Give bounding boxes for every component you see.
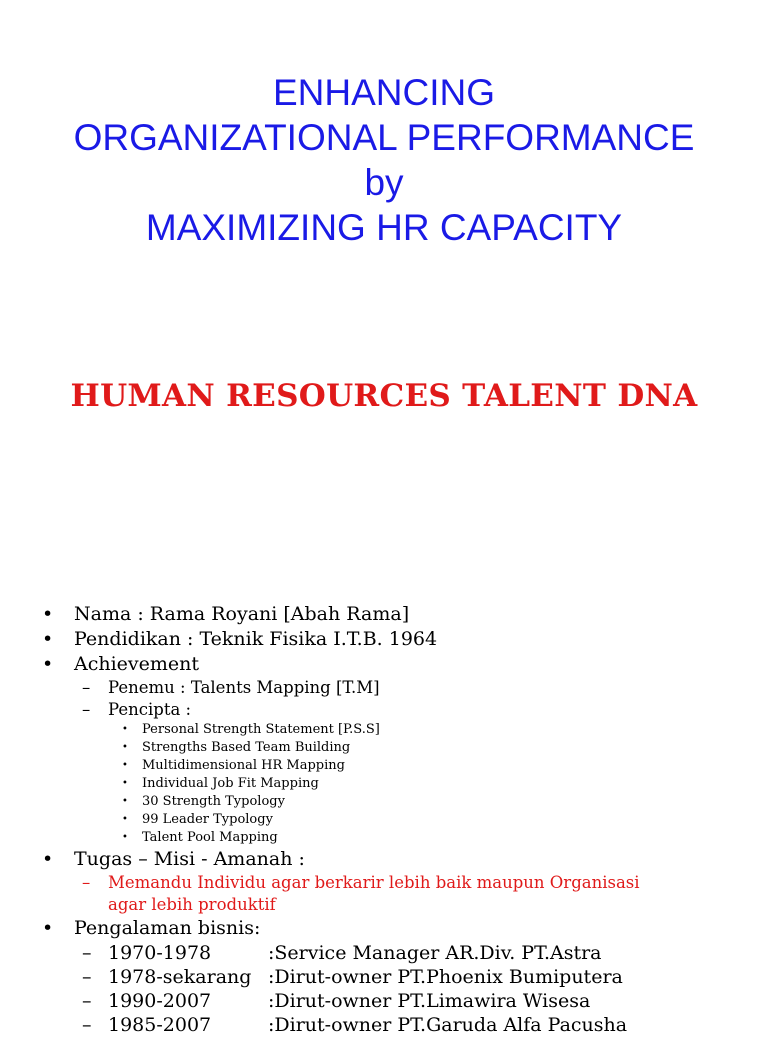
dash-icon: – (82, 942, 92, 964)
list-item-pengalaman (40, 916, 760, 941)
dash-icon: – (82, 678, 91, 697)
list-item-text: Achievement (74, 653, 200, 675)
creation-item (40, 811, 760, 829)
misi-text-line-1: Memandu Individu agar berkarir lebih baik maupun Organisasi (108, 873, 640, 892)
creation-text: 30 Strength Typology (142, 794, 285, 809)
presentation-title (0, 70, 768, 250)
creation-item (40, 775, 760, 793)
title-line-1: ENHANCING (272, 72, 496, 113)
sub-item-pencipta (40, 699, 760, 721)
experience-period: 1970-1978 (108, 942, 212, 964)
creation-text: Talent Pool Mapping (142, 830, 278, 845)
list-item-pendidikan (40, 627, 760, 652)
misi-text-line-2: agar lebih produktif (108, 895, 276, 914)
bullet-icon: • (122, 814, 128, 825)
experience-role: :Dirut-owner PT.Limawira Wisesa (268, 990, 591, 1012)
dash-icon: – (82, 990, 92, 1012)
title-line-4: MAXIMIZING HR CAPACITY (145, 207, 623, 248)
experience-role: :Dirut-owner PT.Phoenix Bumiputera (268, 966, 623, 988)
bullet-icon: • (42, 653, 54, 675)
creation-item (40, 757, 760, 775)
creation-item (40, 829, 760, 847)
creation-item (40, 793, 760, 811)
bullet-icon: • (122, 778, 128, 789)
experience-row (40, 1013, 760, 1037)
sub-item-penemu (40, 677, 760, 699)
creation-text: Personal Strength Statement [P.S.S] (142, 722, 380, 737)
list-item-achievement (40, 652, 760, 677)
sub-item-text: Penemu : Talents Mapping [T.M] (108, 678, 380, 697)
bio-list (40, 602, 760, 1037)
bullet-icon: • (42, 603, 54, 625)
experience-row (40, 941, 760, 965)
experience-row (40, 965, 760, 989)
sub-item-text: Pencipta : (108, 700, 192, 719)
experience-period: 1990-2007 (108, 990, 212, 1012)
creation-text: 99 Leader Typology (142, 812, 273, 827)
dash-icon: – (82, 1014, 92, 1036)
dash-icon: – (82, 873, 91, 892)
experience-role: :Dirut-owner PT.Garuda Alfa Pacusha (268, 1014, 628, 1036)
experience-period: 1985-2007 (108, 1014, 212, 1036)
creation-text: Multidimensional HR Mapping (142, 758, 345, 773)
list-item-text: Tugas – Misi - Amanah : (74, 848, 305, 870)
bullet-icon: • (122, 760, 128, 771)
creation-text: Strengths Based Team Building (142, 740, 351, 755)
bullet-icon: • (122, 832, 128, 843)
dash-icon: – (82, 966, 92, 988)
bullet-icon: • (42, 917, 54, 939)
list-item-tugas (40, 847, 760, 872)
title-line-3: by (364, 162, 404, 203)
bullet-icon: • (42, 848, 54, 870)
list-item-text: Pengalaman bisnis: (74, 917, 261, 939)
sub-item-misi-cont (40, 894, 760, 916)
list-item-text: Pendidikan : Teknik Fisika I.T.B. 1964 (74, 628, 438, 650)
bullet-icon: • (42, 628, 54, 650)
bullet-icon: • (122, 742, 128, 753)
creation-item (40, 721, 760, 739)
experience-role: :Service Manager AR.Div. PT.Astra (268, 942, 602, 964)
bullet-icon: • (122, 796, 128, 807)
experience-row (40, 989, 760, 1013)
creation-text: Individual Job Fit Mapping (142, 776, 319, 791)
bullet-icon: • (122, 724, 128, 735)
title-line-2: ORGANIZATIONAL PERFORMANCE (73, 117, 695, 158)
creation-item (40, 739, 760, 757)
sub-item-misi (40, 872, 760, 894)
list-item-nama (40, 602, 760, 627)
list-item-text: Nama : Rama Royani [Abah Rama] (74, 603, 410, 625)
dash-icon: – (82, 700, 91, 719)
section-heading: HUMAN RESOURCES TALENT DNA (70, 378, 698, 414)
experience-period: 1978-sekarang (108, 966, 252, 988)
